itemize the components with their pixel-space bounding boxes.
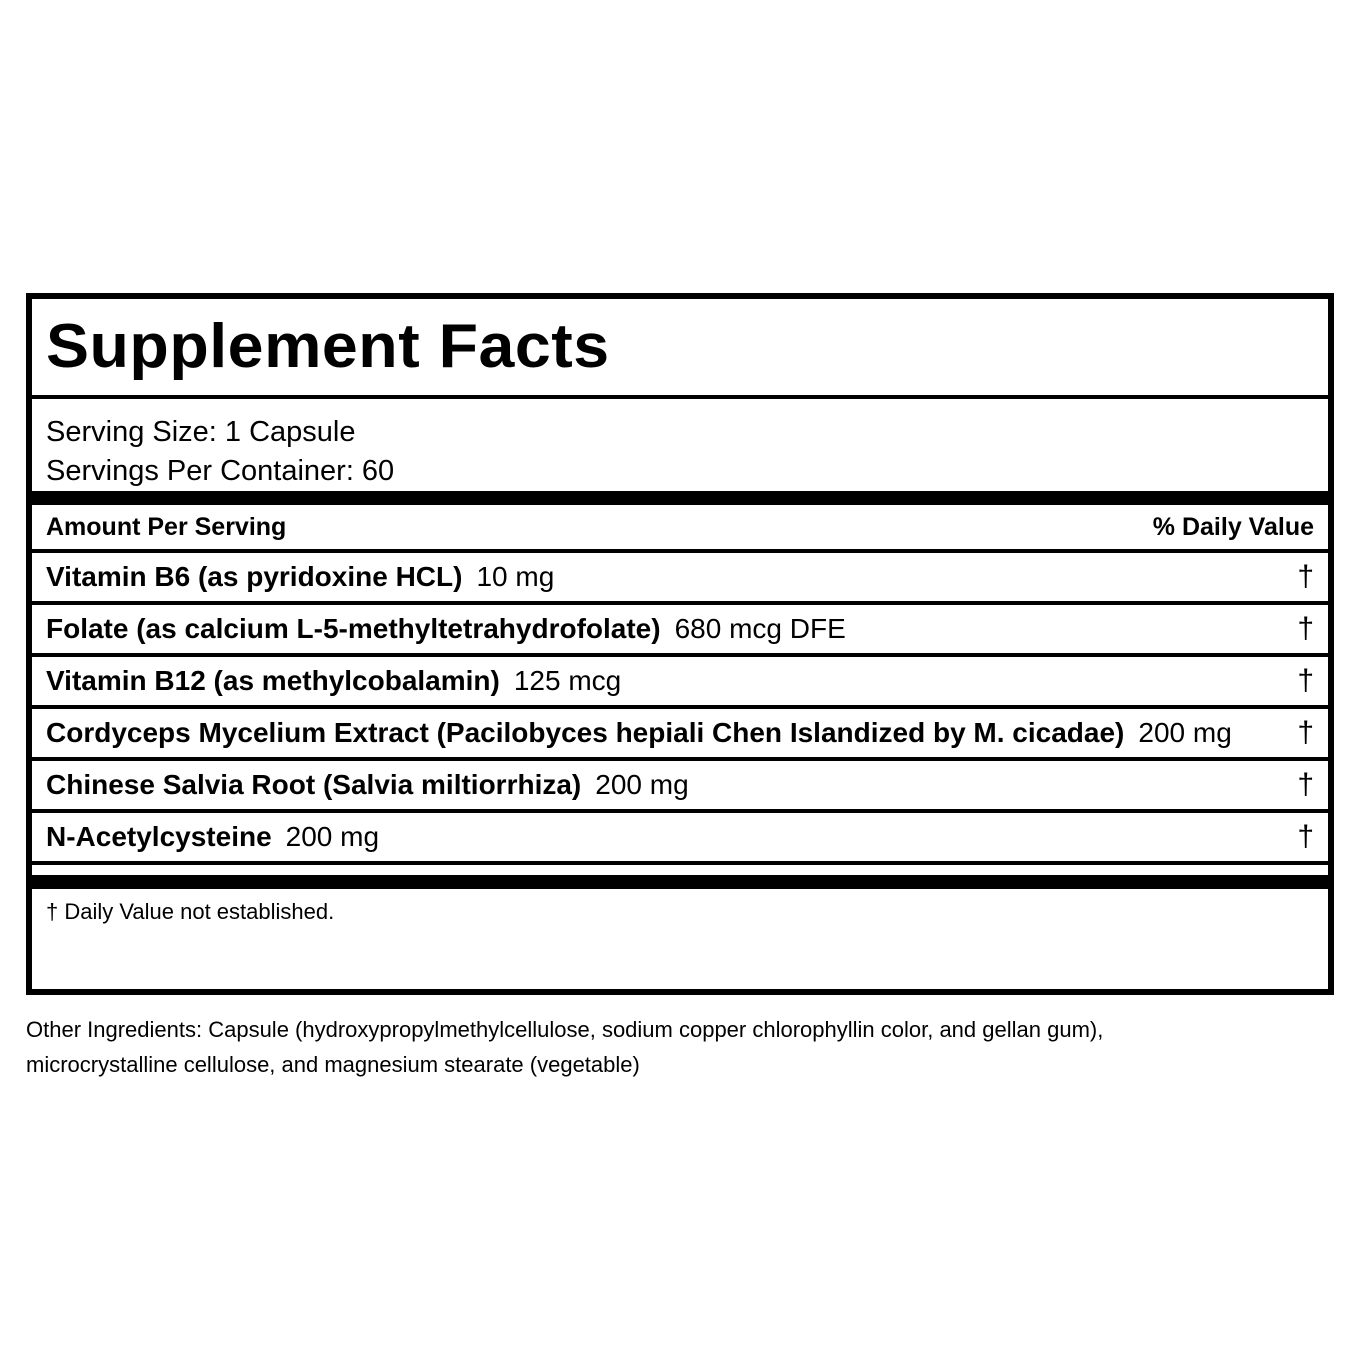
amount-per-serving-header: Amount Per Serving	[46, 512, 287, 541]
serving-size: Serving Size: 1 Capsule	[46, 416, 356, 448]
daily-value-dagger: †	[1297, 716, 1314, 749]
daily-value-dagger: †	[1297, 768, 1314, 801]
nutrient-row	[32, 553, 1328, 605]
nutrient-name: N-Acetylcysteine	[46, 821, 272, 852]
footnote: † Daily Value not established.	[46, 899, 335, 924]
nutrient-name: Chinese Salvia Root (Salvia miltiorrhiza)	[46, 769, 582, 800]
nutrient-name: Folate (as calcium L-5-methyltetrahydrofolate)	[46, 613, 661, 644]
nutrient-row	[32, 761, 1328, 813]
nutrient-row	[32, 657, 1328, 709]
thick-divider	[32, 491, 1328, 505]
nutrient-name: Cordyceps Mycelium Extract (Pacilobyces hepiali Chen Islandized by M. cicadae)	[46, 717, 1125, 748]
spacer-row	[32, 865, 1328, 875]
nutrient-amount: 200 mg	[1138, 717, 1232, 748]
nutrient-row	[32, 813, 1328, 865]
nutrient-row	[32, 709, 1328, 761]
supplement-facts-panel	[26, 293, 1334, 995]
title-row	[32, 299, 1328, 399]
nutrient-amount: 10 mg	[476, 561, 555, 592]
nutrient-amount: 125 mcg	[513, 665, 622, 696]
thick-divider-bottom	[32, 875, 1328, 889]
column-header-row	[32, 505, 1328, 553]
nutrient-amount: 680 mcg DFE	[674, 613, 846, 644]
other-ingredients-line-2: microcrystalline cellulose, and magnesium stearate (vegetable)	[26, 1052, 640, 1077]
nutrient-amount: 200 mg	[595, 769, 689, 800]
daily-value-dagger: †	[1297, 560, 1314, 593]
nutrient-row	[32, 605, 1328, 657]
daily-value-header: % Daily Value	[1152, 512, 1314, 541]
other-ingredients-line-1: Other Ingredients: Capsule (hydroxypropylmethylcellulose, sodium copper chlorophyllin color, and gellan gum),	[26, 1017, 1104, 1042]
nutrient-amount: 200 mg	[285, 821, 380, 852]
panel-title: Supplement Facts	[46, 312, 610, 381]
nutrient-name: Vitamin B12 (as methylcobalamin)	[46, 665, 500, 696]
other-ingredients	[26, 1012, 1326, 1082]
daily-value-dagger: †	[1297, 612, 1314, 645]
nutrient-name: Vitamin B6 (as pyridoxine HCL)	[46, 561, 463, 592]
daily-value-dagger: †	[1297, 820, 1314, 853]
servings-per-container: Servings Per Container: 60	[46, 455, 395, 487]
daily-value-dagger: †	[1297, 664, 1314, 697]
serving-info	[32, 399, 1328, 491]
